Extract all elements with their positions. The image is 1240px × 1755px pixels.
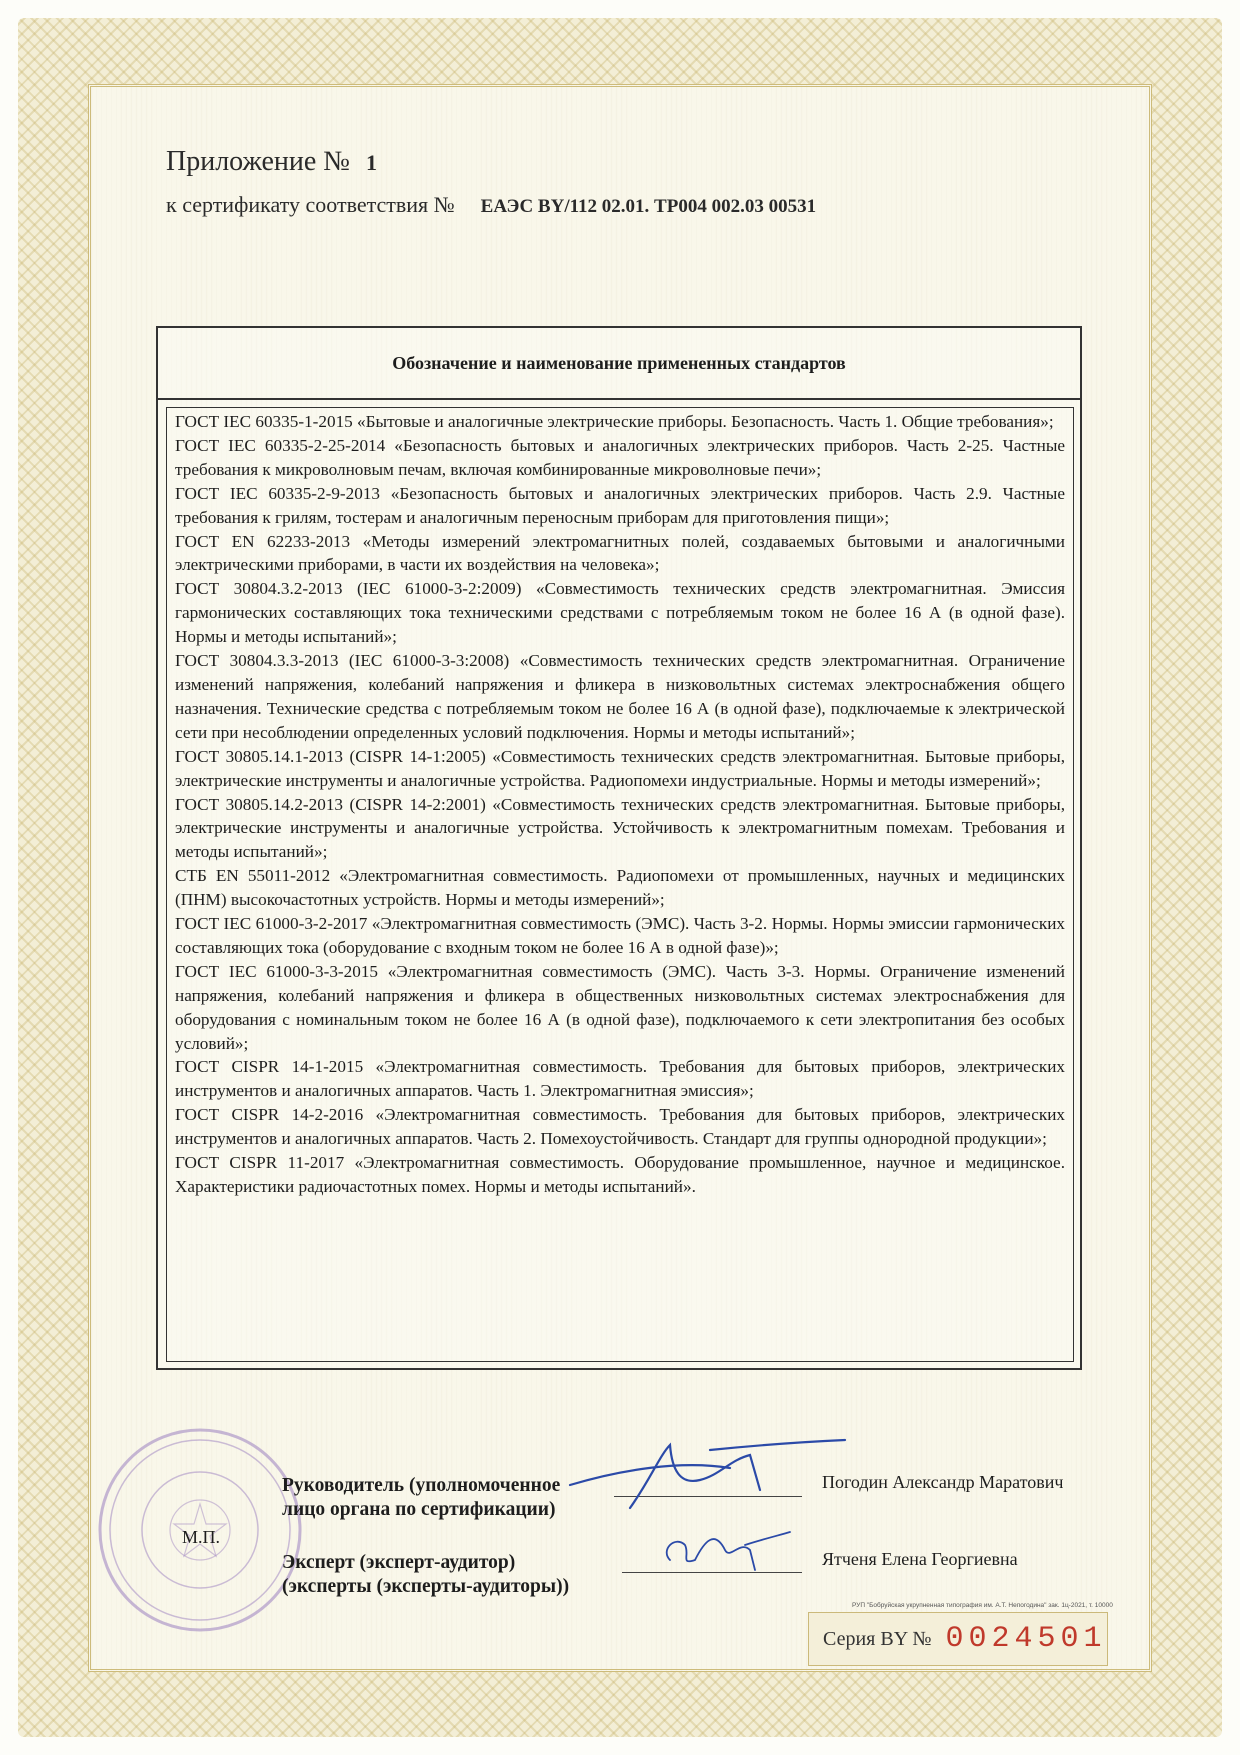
- expert-label-line-2: (эксперты (эксперты-аудиторы)): [282, 1576, 570, 1597]
- standards-table: [156, 326, 1082, 1370]
- standard-item: ГОСТ IEC 61000-3-2-2017 «Электромагнитная совместимость (ЭМС). Часть 3-2. Нормы. Нормы эмиссии гармонических составляющих тока (оборудование с входным током не более 16 А в одной фазе)»;: [175, 914, 1065, 957]
- standard-item: ГОСТ EN 62233-2013 «Методы измерений электромагнитных полей, создаваемых бытовыми и аналогичными электрическими приборами, в части их воздействия на человека»;: [175, 531, 1065, 575]
- head-signatory-label: [282, 1474, 560, 1522]
- standard-item: ГОСТ CISPR 14-2-2016 «Электромагнитная совместимость. Требования для бытовых приборов, электрических инструментов и аналогичных аппаратов. Часть 2. Помехоустойчивость. Стандарт для группы однородной продукции»;: [175, 1105, 1065, 1149]
- appendix-label: Приложение №: [166, 146, 350, 177]
- standard-item: ГОСТ 30804.3.3-2013 (IEC 61000-3-3:2008) «Совместимость технических средств электромагнитная. Ограничение изменений напряжения, колебаний напряжения и фликера в низковольтных системах электроснабжения общего назначения. Технические средства с потребляемым током не более 16 А (в одной фазе), подключаемые к электрической сети при несоблюдении определенных условий подключения. Нормы и методы испытаний»;: [175, 651, 1065, 742]
- certificate-reference: [166, 192, 816, 218]
- standard-item: ГОСТ IEC 61000-3-3-2015 «Электромагнитная совместимость (ЭМС). Часть 3-3. Нормы. Ограничение изменений напряжения, колебаний напряжения и фликера в общественных низковольтных системах электроснабжения для оборудования с номинальным током не более 16 А (в одной фазе), подключаемого к сети электропитания без особых условий»;: [175, 961, 1065, 1053]
- appendix-heading: [166, 146, 377, 178]
- standards-table-header: Обозначение и наименование примененных стандартов: [158, 328, 1080, 400]
- head-label-line-2: лицо органа по сертификации): [282, 1499, 556, 1520]
- standard-item: ГОСТ 30805.14.1-2013 (CISPR 14-1:2005) «Совместимость технических средств электромагнитная. Бытовые приборы, электрические инструменты и аналогичные устройства. Радиопомехи индустриальные. Нормы и методы измерений»;: [175, 746, 1065, 790]
- standards-list: [166, 407, 1074, 1362]
- printer-note: РУП "Бобруйская укрупненная типография им. А.Т. Непогодина" зак. 1ц-2021, т. 10000: [852, 1602, 1113, 1609]
- standard-item: ГОСТ 30804.3.2-2013 (IEC 61000-3-2:2009) «Совместимость технических средств электромагнитная. Эмиссия гармонических составляющих тока техническими средствами с потребляемым током не более 16 А (в одной фазе). Нормы и методы испытаний»;: [175, 579, 1065, 647]
- standard-item: ГОСТ IEC 60335-2-9-2013 «Безопасность бытовых и аналогичных электрических приборов. Часть 2.9. Частные требования к грилям, тостерам и аналогичным переносным приборам для приготовления пищи»;: [175, 483, 1065, 527]
- standard-item: ГОСТ CISPR 11-2017 «Электромагнитная совместимость. Оборудование промышленное, научное и медицинское. Характеристики радиочастотных помех. Нормы и методы испытаний».: [175, 1153, 1065, 1196]
- expert-signatory-label: [282, 1551, 569, 1599]
- seal-place-label: М.П.: [182, 1527, 221, 1547]
- standard-item: ГОСТ 30805.14.2-2013 (CISPR 14-2:2001) «Совместимость технических средств электромагнитная. Бытовые приборы, электрические инструменты и аналогичные устройства. Устойчивость к электромагнитным помехам. Требования и методы испытаний»;: [175, 794, 1065, 862]
- head-signature: [560, 1430, 860, 1520]
- certificate-label: к сертификату соответствия №: [166, 192, 455, 217]
- standard-item: ГОСТ IEC 60335-2-25-2014 «Безопасность бытовых и аналогичных электрических приборов. Часть 2-25. Частные требования к микроволновым печам, включая комбинированные микроволновые печи»;: [175, 435, 1065, 479]
- standard-item: ГОСТ CISPR 14-1-2015 «Электромагнитная совместимость. Требования для бытовых приборов, электрических инструментов и аналогичных аппаратов. Часть 1. Электромагнитная эмиссия»;: [175, 1057, 1065, 1101]
- series-number-box: [808, 1612, 1108, 1666]
- certificate-number: ЕАЭС BY/112 02.01. ТР004 002.03 00531: [480, 196, 817, 217]
- series-label: Серия BY №: [823, 1627, 932, 1650]
- expert-signatory-name: Ятченя Елена Георгиевна: [822, 1549, 1018, 1569]
- expert-signature: [650, 1520, 800, 1580]
- head-label-line-1: Руководитель (уполномоченное: [282, 1475, 561, 1496]
- series-number: 0024501: [945, 1622, 1107, 1656]
- expert-label-line-1: Эксперт (эксперт-аудитор): [282, 1552, 516, 1573]
- standard-item: СТБ EN 55011-2012 «Электромагнитная совместимость. Радиопомехи от промышленных, научных и медицинских (ПНМ) высокочастотных устройств. Нормы и методы измерений»;: [175, 866, 1065, 910]
- appendix-number: 1: [366, 150, 377, 175]
- standard-item: ГОСТ IEC 60335-1-2015 «Бытовые и аналогичные электрические приборы. Безопасность. Часть 1. Общие требования»;: [175, 412, 1054, 431]
- head-signatory-name: Погодин Александр Маратович: [822, 1472, 1064, 1492]
